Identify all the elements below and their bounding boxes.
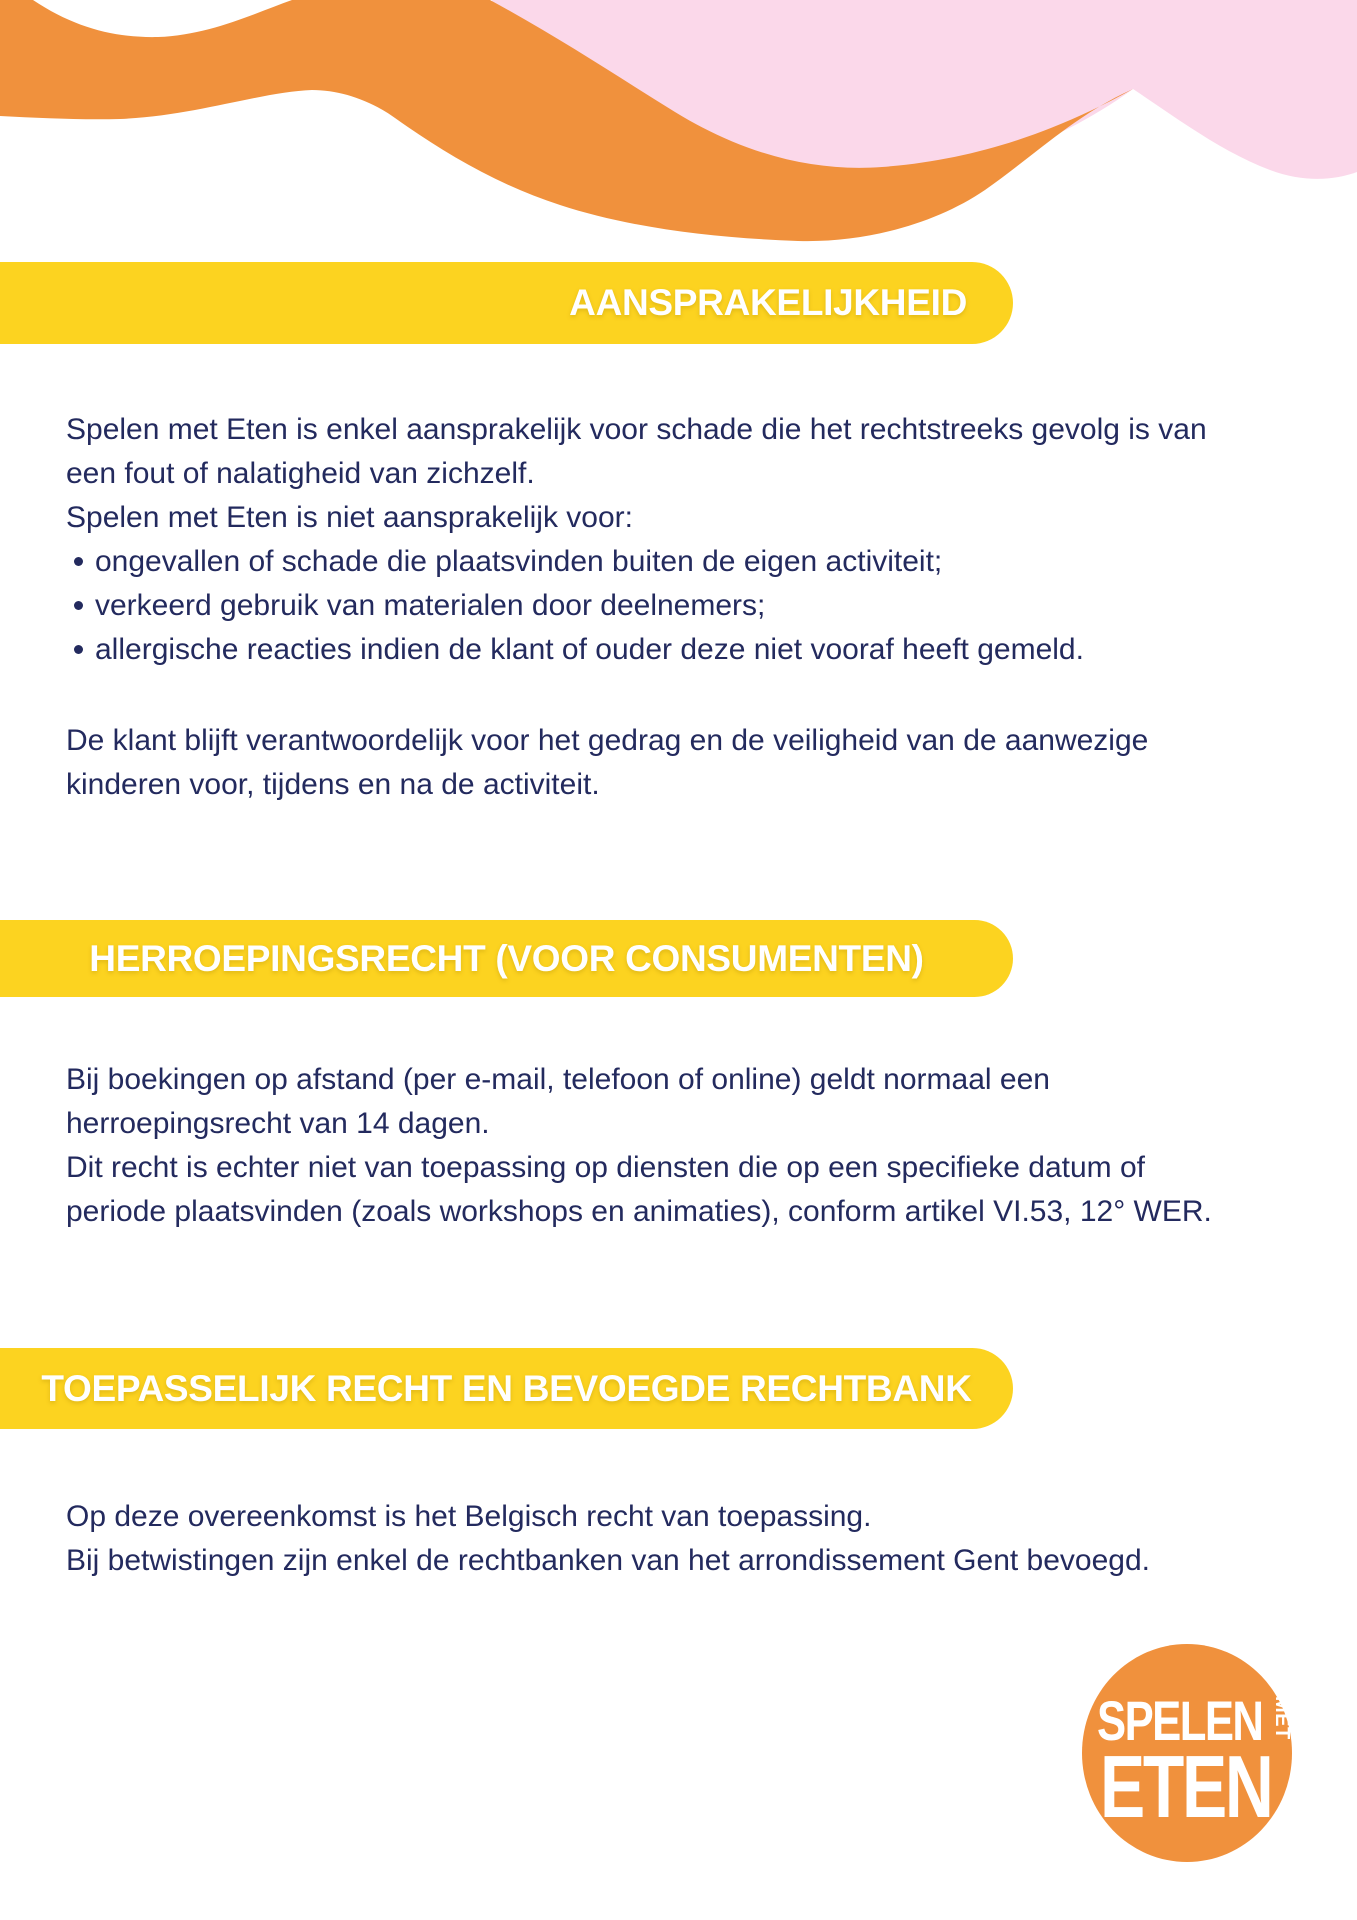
- top-wave-decoration: [0, 0, 1357, 260]
- paragraph: Spelen met Eten is niet aansprakelijk voor:: [66, 501, 633, 534]
- paragraph: Bij boekingen op afstand (per e-mail, telefoon of online) geldt normaal een herroepingsrecht van 14 dagen.: [66, 1063, 1050, 1140]
- bullet-item: [66, 628, 1241, 672]
- paragraph: Op deze overeenkomst is het Belgisch recht van toepassing.: [66, 1500, 872, 1533]
- bullet-text: ongevallen of schade die plaatsvinden buiten de eigen activiteit;: [95, 545, 943, 578]
- heading-text-herroepingsrecht: HERROEPINGSRECHT (VOOR CONSUMENTEN): [89, 937, 924, 979]
- heading-text-toepasselijk-recht: TOEPASSELIJK RECHT EN BEVOEGDE RECHTBANK: [41, 1367, 972, 1409]
- logo-word-eten: ETEN: [1100, 1737, 1272, 1836]
- bullet-text: allergische reacties indien de klant of ouder deze niet vooraf heeft gemeld.: [95, 633, 1084, 666]
- bullet-dot-icon: [74, 557, 83, 566]
- paragraph: Dit recht is echter niet van toepassing op diensten die op een specifieke datum of periode plaatsvinden (zoals workshops en animaties), conform artikel VI.53, 12° WER.: [66, 1151, 1212, 1228]
- bullet-dot-icon: [74, 601, 83, 610]
- heading-banner-herroepingsrecht: [0, 920, 1013, 997]
- paragraph: Spelen met Eten is enkel aansprakelijk voor schade die het rechtstreeks gevolg is van een fout of nalatigheid van zichzelf.: [66, 413, 1207, 490]
- paragraph: Bij betwistingen zijn enkel de rechtbanken van het arrondissement Gent bevoegd.: [66, 1544, 1150, 1577]
- logo-word-spelen: SPELEN: [1097, 1689, 1263, 1752]
- bullet-item: [66, 540, 1241, 584]
- bullet-dot-icon: [74, 645, 83, 654]
- bullet-text: verkeerd gebruik van materialen door deelnemers;: [95, 589, 766, 622]
- bullet-list: [66, 540, 1241, 672]
- logo-word-met: MET: [1271, 1696, 1293, 1740]
- section-toepasselijk-recht-body: [66, 1495, 1241, 1583]
- heading-banner-aansprakelijkheid: [0, 262, 1013, 344]
- heading-banner-toepasselijk-recht: [0, 1348, 1013, 1429]
- section-aansprakelijkheid-body: [66, 408, 1241, 807]
- spelen-met-eten-logo: [1082, 1644, 1292, 1862]
- section-herroepingsrecht-body: [66, 1058, 1241, 1234]
- heading-text-aansprakelijkheid: AANSPRAKELIJKHEID: [569, 282, 967, 323]
- paragraph: De klant blijft verantwoordelijk voor het gedrag en de veiligheid van de aanwezige kinderen voor, tijdens en na de activiteit.: [66, 724, 1149, 801]
- bullet-item: [66, 584, 1241, 628]
